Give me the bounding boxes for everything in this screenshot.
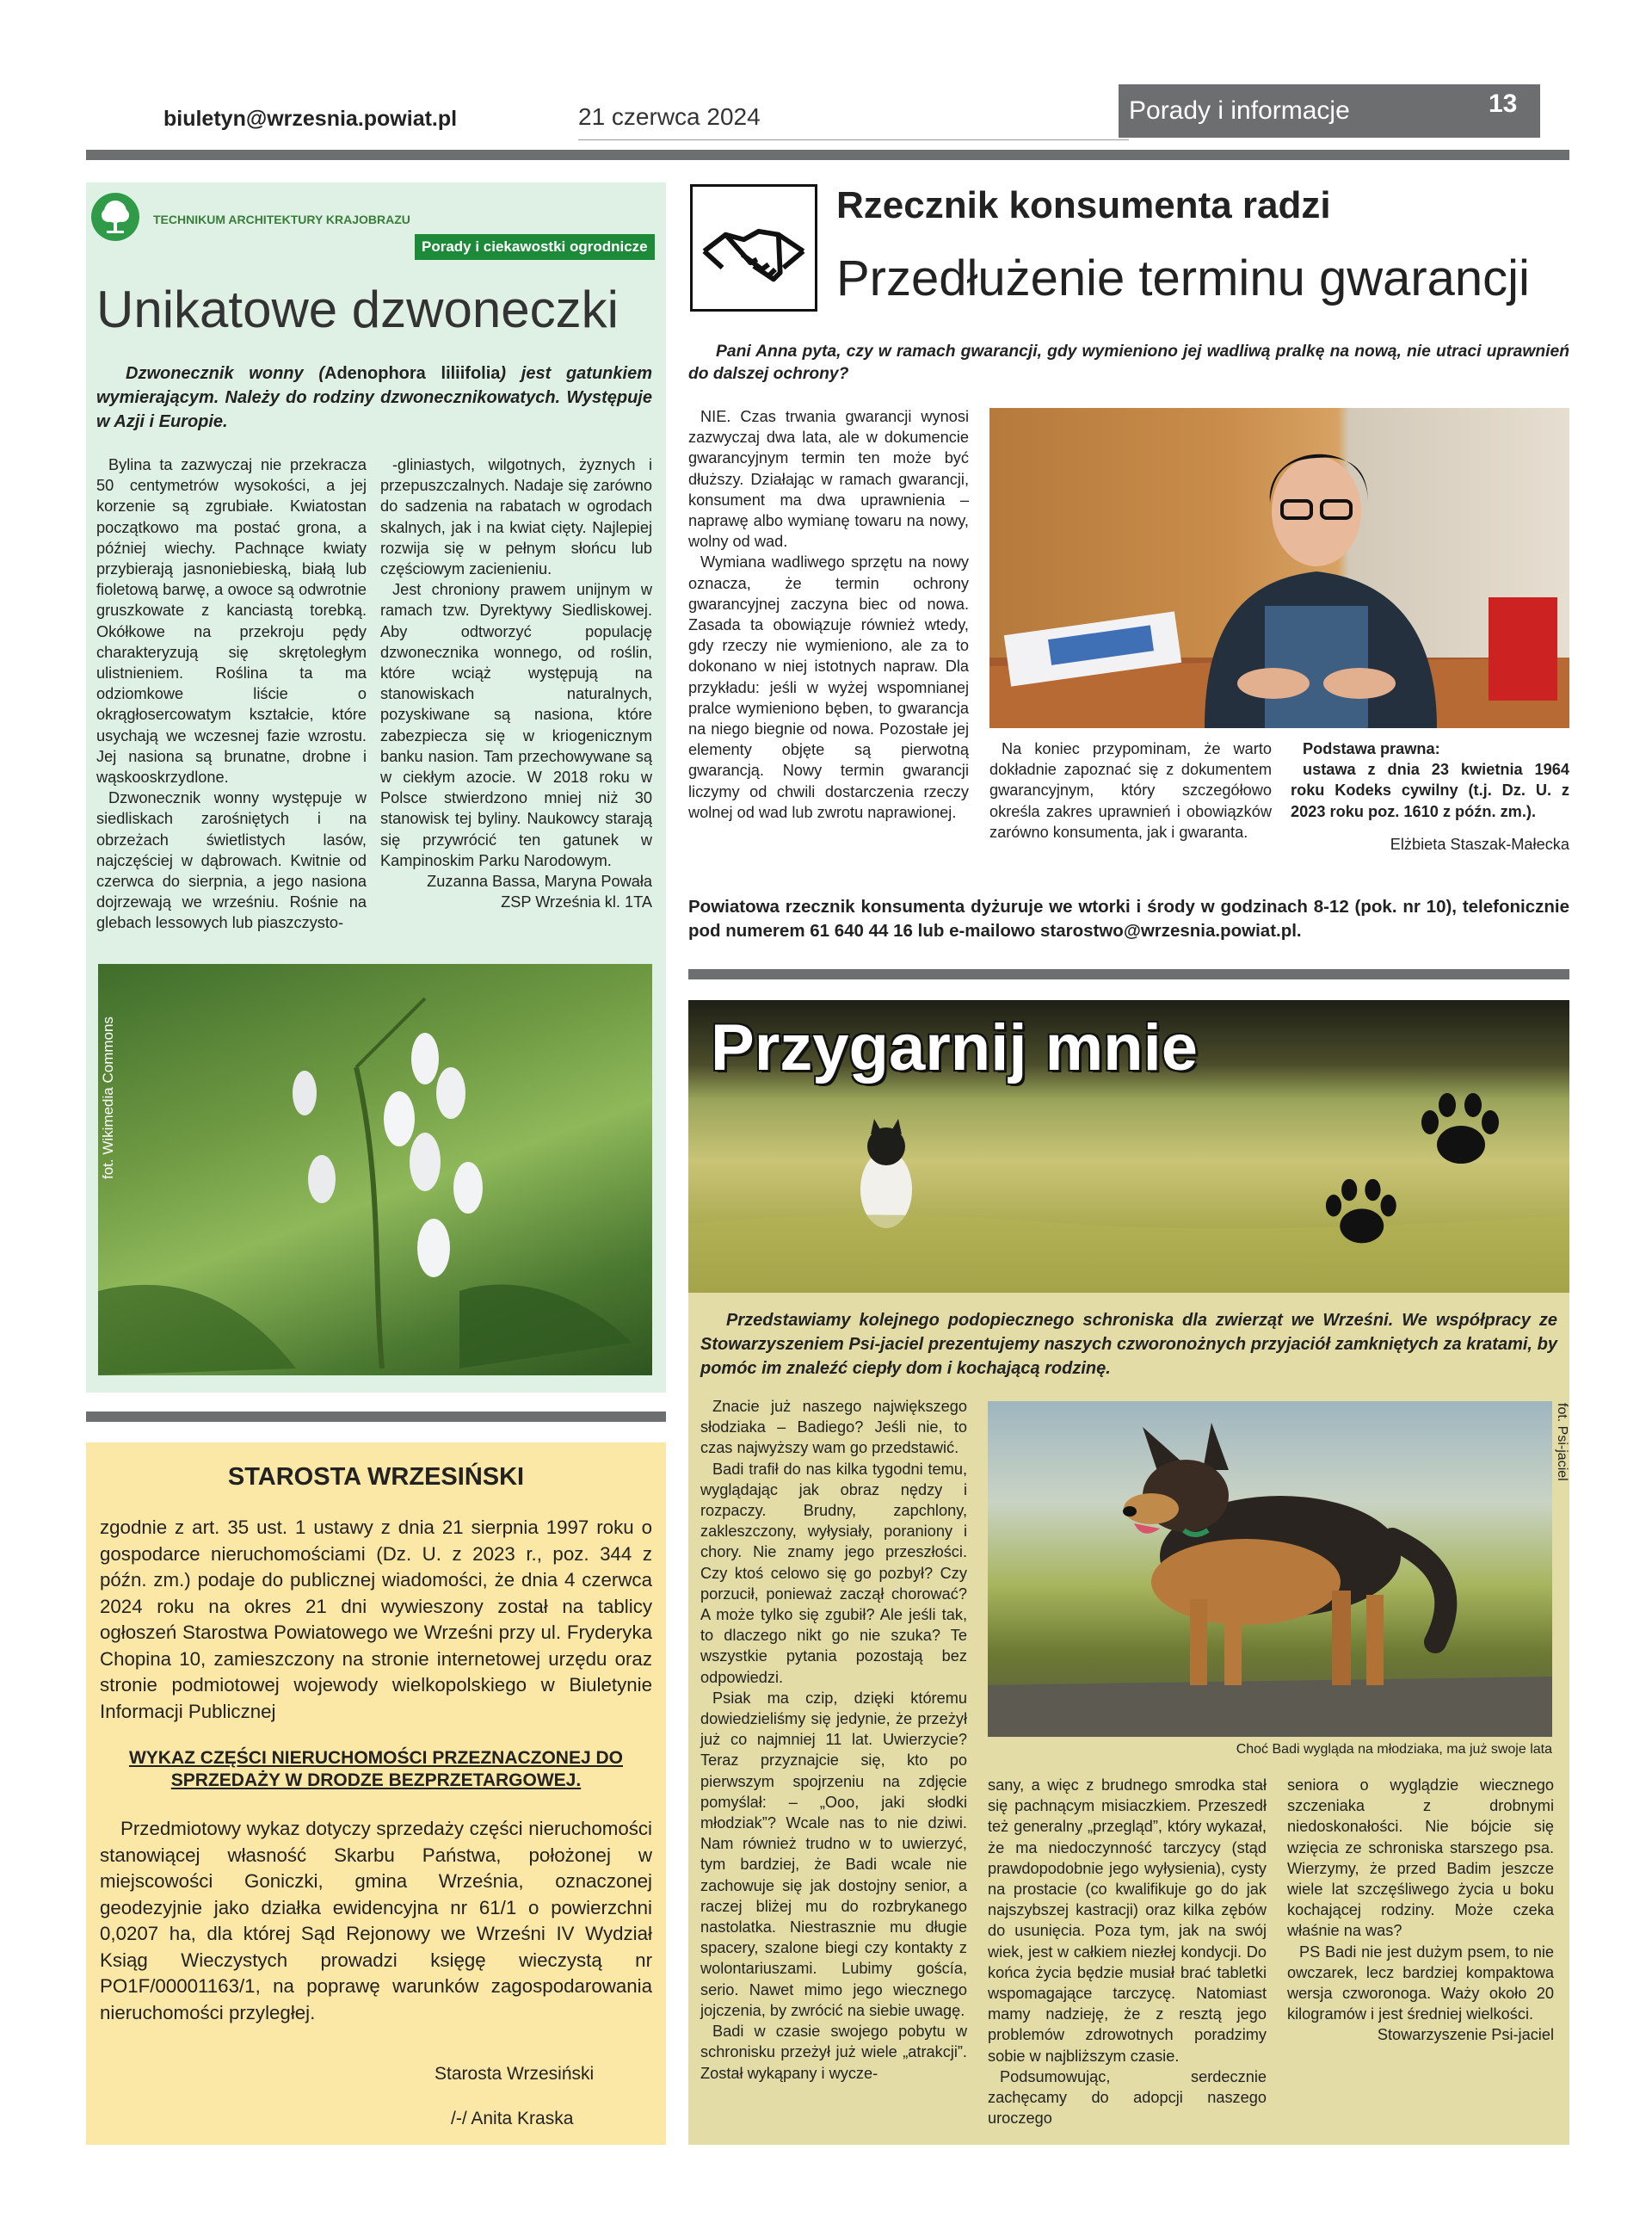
adoption-title: Przygarnij mnie [711,1011,1198,1084]
dog-badi-photo [988,1401,1552,1737]
article-column-1 [96,454,367,934]
header-bar [86,150,1569,160]
paragraph: Jest chroniony prawem unijnym w ramach tzw. Dyrektywy Siedliskowej. Aby odtworzyć populację dzwonecznika wonnego, od roślin, które wciąż występują na stanowiskach naturalnych, pozyskiwane są nasiona, które zabezpiecza się w kriogenicznym banku nasion. Tam przechowywane są w ciekłym azocie. W 2018 roku w Polsce stwierdzono mniej niż 30 stanowisk tej byliny. Naukowcy starają się przywrócić ten gatunek w Kampinoskim Parku Narodowym. [380,581,652,869]
notice-signature-name: /-/ Anita Kraska [451,2109,574,2128]
paragraph: Wymiana wadliwego sprzętu na nowy oznacza, że termin ochrony gwarancyjnej zaczyna biec od nowa. Zasada ta obowiązuje również wtedy, gdy rzeczy nie wymieniono, ale za to dokonano w niej istotnych napraw. Dla przykładu: jeśli w wyżej wspomnianej pralce wymieniono bęben, to gwarancja na niego biegnie od nowa. Pozostałe jej elementy objęte są pierwotną gwarancją. Nowy termin gwarancji liczymy od chwili dostarczenia rzeczy wolnej od wad lub zwrotu naprawionej. [688,553,969,821]
section-bar [86,1412,666,1422]
contact-info: Powiatowa rzecznik konsumenta dyżuruje we wtorki i środy w godzinach 8-12 (pok. nr 10), telefonicznie pod numerem 61 640 44 16 lub e-mailowo starostwo@wrzesnia.powiat.pl. [688,897,1569,941]
article-authors: Zuzanna Bassa, Maryna Powała [427,873,652,891]
article-school-class: ZSP Września kl. 1TA [501,893,652,911]
paragraph: Podsumowując, serdecznie zachęcamy do adopcji naszego uroczego [988,2067,1267,2128]
notice-title: STAROSTA WRZESIŃSKI [227,1463,525,1491]
article-column-2 [380,454,652,912]
article-lead: Pani Anna pyta, czy w ramach gwarancji, gdy wymieniono jej wadliwą pralkę na nową, nie utraci uprawnień do dalszej ochrony? [688,343,1569,383]
article-lead: Dzwonecznik wonny (Adenophora liliifolia) jest gatunkiem wymierającym. Należy do rodziny dzwonecznikowatych. Występuje w Azji i Europie. [96,364,652,431]
paragraph: sany, a więc z brudnego smrodka stał się pachnącym misiaczkiem. Przeszedł też generalny „przegląd”, który wykazał, że ma niedoczynność tarczycy (stąd prawdopodobnie jego wyłysienia), cysty na prostacie (co kwalifikuje go do jak najszybszej kastracji) oraz kilka zębów do usunięcia. Poza tym, jak na swój wiek, jest w całkiem niezłej kondycji. Do końca życia będzie musiał brać tabletki wspomagające tarczycę. Natomiast mamy nadzieję, że z resztą jego problemów zdrowotnych poradzimy sobie w najbliższym czasie. [988,1776,1267,2065]
adoption-signature: Stowarzyszenie Psi-jaciel [1377,2026,1554,2044]
paragraph: Badi w czasie swojego pobytu w schronisku przeżył już wiele „atrakcji”. Został wykąpany i wycze- [700,2023,967,2082]
paragraph: Znacie już naszego największego słodziaka – Badiego? Jeśli nie, to czas najwyższy wam go przedstawić. [700,1398,967,1457]
category-tag: Porady i ciekawostki ogrodnicze [415,234,655,260]
article-title: Przedłużenie terminu gwarancji [836,250,1530,306]
photo-credit: fot. Psi-jaciel [1555,1403,1569,1481]
paragraph: Na koniec przypominam, że warto dokładnie zapoznać się z dokumentem gwarancyjnym, który szczegółowo określa zakres uprawnień i obowiązków zarówno konsumenta, jak i gwaranta. [989,740,1272,841]
adoption-lead: Przedstawiamy kolejnego podopiecznego schroniska dla zwierząt we Wrześni. We współpracy ze Stowarzyszeniem Psi-jaciel prezentujemy naszych czworonożnych przyjaciół zamkniętych za kratami, by pomóc im znaleźć ciepły dom i kochającą rodzinę. [700,1311,1557,1378]
paw-icon [1411,1086,1506,1172]
paw-icon [1316,1172,1402,1251]
adoption-column-2 [988,1775,1267,2128]
adoption-column-3 [1287,1775,1554,2046]
paragraph: Psiak ma czip, dzięki któremu dowiedzieliśmy się jedynie, że przeżył już co najmniej 11 lat. Uwierzycie? Teraz przyznajcie się, kto po pierwszym spojrzeniu na zdjęcie pomyślał: – „Ooo, jaki słodki młodziak”? Wcale nas to nie dziwi. Nam również trudno w to uwierzyć, tym bardziej, że Badi wcale nie zachowuje się jak dostojny senior, a raczej bliżej mu do rozbrykanego nastolatka. Niestrasznie mu długie spacery, szalone biegi czy kontakty z wolontariuszami. Lubimy goścía, serio. Nawet mimo jego wiecznego jojczenia, by zwrócić na siebie uwagę. [700,1689,967,2019]
paragraph: Dzwonecznik wonny występuje w siedliskach zarośniętych i na obrzeżach świetlistych lasów, najczęściej w dąbrowach. Kwitnie od czerwca do sierpnia, a jego nasiona dojrzewają we wrześniu. Rośnie na glebach lessowych lub piaszczysto- [96,789,367,932]
notice-signature-role: Starosta Wrzesiński [435,2064,595,2084]
legal-text: ustawa z dnia 23 kwietnia 1964 roku Kodeks cywilny (t.j. Dz. U. z 2023 roku poz. 1610 z późn. zm.). [1291,761,1569,820]
paragraph: Badi trafił do nas kilka tygodni temu, wyglądając jak obraz nędzy i rozpaczy. Brudny, zapchlony, zakleszczony, wyłysiały, poraniony i chory. Nie znamy jego przeszłości. Czy ktoś celowo się go pozbył? Czy porzucił, ponieważ zaczął chorować? A może tylko się zgubił? Ale jeśli tak, to dlaczego nikt go nie szuka? Te wszystkie pytania pozostają bez odpowiedzi. [700,1460,967,1686]
article-author: Elżbieta Staszak-Małecka [1390,835,1569,853]
legal-heading: Podstawa prawna: [1303,740,1440,757]
article-column-2 [989,738,1272,843]
school-name: TECHNIKUM ARCHITEKTURY KRAJOBRAZU [153,213,410,226]
paragraph: -gliniastych, wilgotnych, żyznych i przepuszczalnych. Nadaje się zarówno do sadzenia na rabatach w ogrodach skalnych, jak i na kwiat cięty. Najlepiej rozwija się w pełnym słońcu lub częściowym zacienieniu. [380,456,652,578]
photo-credit: fot. Wikimedia Commons [100,1016,116,1179]
tree-logo-icon [89,191,141,243]
article-kicker: Rzecznik konsumenta radzi [836,184,1331,226]
page-number: 13 [1489,90,1518,118]
photo-caption: Choć Badi wygląda na młodziaka, ma już swoje lata [1236,1742,1552,1757]
header-section: Porady i informacje [1119,84,1540,138]
bellflower-photo [98,964,652,1375]
notice-heading: WYKAZ CZĘŚCI NIERUCHOMOŚCI PRZEZNACZONEJ DO SPRZEDAŻY W DRODZE BEZPRZETARGOWEJ. [128,1748,623,1790]
paragraph: Bylina ta zazwyczaj nie przekracza 50 centymetrów wysokości, a jej korzenie są zgrubiałe. Kwiatostan początkowo ma postać grona, a później wiechy. Pachnące kwiaty przybierają jasnoniebieską, białą lub fioletową barwę, a owoce są odwrotnie gruszkowate z kanciastą torebką. Okółkowe na przekroju pędy charakteryzują się skrętoległym ulistnieniem. Roślina ta ma odziomkowe liście o okrągłosercowatym kształcie, które usychają we wczesnej fazie wzrostu. Jej nasiona są brunatne, drobne i wąskooskrzydlone. [96,456,367,787]
article-column-1 [688,406,969,823]
paragraph: seniora o wyglądzie wiecznego szczeniaka z drobnymi niedoskonałości. Nie bójcie się wzięcia ze schroniska starszego psa. Wierzymy, że przed Badim jeszcze wiele lat szczęśliwego życia u boku kochającej rodziny. Może czeka właśnie na was? [1287,1776,1554,1940]
notice-paragraph-2: Przedmiotowy wykaz dotyczy sprzedaży części nieruchomości stanowiącej własność Skarbu Państwa, położonej w miejscowości Goniczki, gmina Września, oznaczonej geodezyjnie jako działka ewidencyjna nr 61/1 o powierzchni 0,0207 ha, dla której Sąd Rejonowy we Wrześni IV Wydział Ksiąg Wieczystych prowadzi księgę wieczystą nr PO1F/00001163/1, na poprawę warunków zagospodarowania nieruchomości przyległej. [100,1818,652,2023]
paragraph: NIE. Czas trwania gwarancji wynosi zazwyczaj dwa lata, ale w dokumencie gwarancyjnym termin ten może być dłuższy. Działając w ramach gwarancji, konsument ma dwa uprawnienia – naprawę albo wymianę towaru na nowy, wolny od wad. [688,408,969,551]
paragraph: PS Badi nie jest dużym psem, to nie owczarek, lecz bardziej kompaktowa wersja czworonoga. Waży około 20 kilogramów i jest średniej wielkości. [1287,1943,1554,2023]
article-title: Unikatowe dzwoneczki [96,281,619,338]
header-date: 21 czerwca 2024 [578,103,761,130]
legal-basis [1291,738,1569,855]
header-rule [578,139,1129,140]
consumer-ombudsman-photo [989,408,1569,728]
section-bar [688,969,1569,979]
notice-paragraph-1: zgodnie z art. 35 ust. 1 ustawy z dnia 21 sierpnia 1997 roku o gospodarce nieruchomościami (Dz. U. z 2023 r., poz. 344 z późn. zm.) podaje do publicznej wiadomości, że dnia 4 czerwca 2024 roku na okres 21 dni wywieszony został na tablicy ogłoszeń Starostwa Powiatowego we Wrześni przy ul. Fryderyka Chopina 10, zamieszczony na stronie internetowej urzędu oraz stronie podmiotowej wojewody wielkopolskiego w Biuletynie Informacji Publicznej [100,1517,652,1722]
adoption-column-1 [700,1396,967,2084]
handshake-icon [690,184,817,312]
header-email: biuletyn@wrzesnia.powiat.pl [163,107,458,131]
